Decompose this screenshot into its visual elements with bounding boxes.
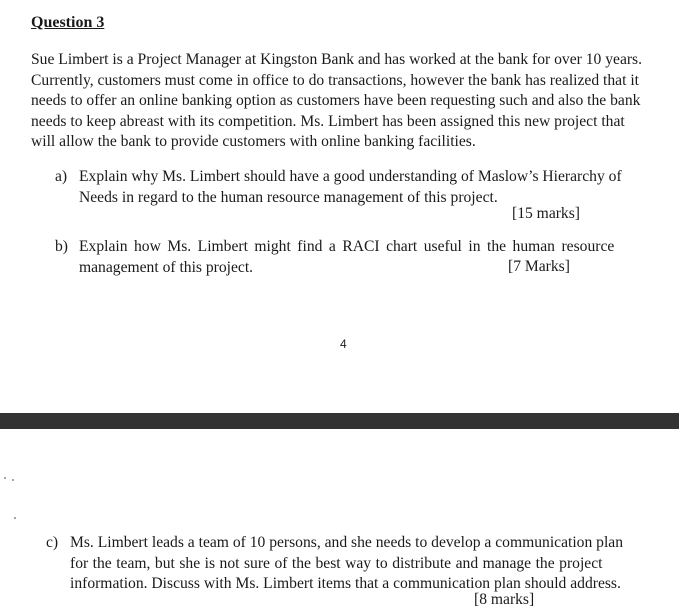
scan-speck	[4, 477, 6, 479]
part-c-line: Ms. Limbert leads a team of 10 persons, and she needs to develop a communication plan	[70, 534, 623, 551]
intro-line	[31, 50, 659, 71]
part-a-label: a)	[55, 168, 68, 185]
page-bottom	[0, 429, 679, 613]
part-c-line: for the team, but she is not sure of the best way to distribute and manage the project	[70, 554, 603, 572]
intro-line: needs to offer an online banking option as customers have been requesting such and also the bank	[31, 92, 641, 110]
intro-line: needs to keep abreast with its competition. Ms. Limbert has been assigned this new project that	[31, 112, 625, 130]
part-b-line: management of this project.	[79, 258, 254, 276]
intro-line-text: Sue Limbert is a Project Manager at Kingston Bank and has worked at the bank for over 10 years.	[31, 51, 643, 68]
question-title: Question 3	[31, 14, 105, 31]
part-b-label: b)	[55, 238, 68, 255]
part-a-text	[79, 167, 622, 208]
part-c-marks: [8 marks]	[474, 591, 535, 608]
part-b-line: Explain how Ms. Limbert might find a RACI chart useful in the human resource	[79, 238, 615, 255]
question-intro	[31, 50, 659, 153]
part-a-marks: [15 marks]	[512, 205, 580, 222]
page-break-divider	[0, 413, 679, 429]
scan-speck	[14, 517, 16, 519]
part-c	[46, 533, 658, 597]
part-a-line: Needs in regard to the human resource management of this project.	[79, 188, 498, 206]
part-c-label: c)	[46, 534, 59, 551]
part-c-line: information. Discuss with Ms. Limbert items that a communication plan should address.	[70, 575, 621, 593]
part-c-text	[70, 533, 623, 595]
intro-line: Currently, customers must come in office to do transactions, however the bank has realized that it	[31, 71, 639, 89]
scan-speck	[12, 479, 14, 481]
part-a-line: Explain why Ms. Limbert should have a good understanding of Maslow’s Hierarchy of	[79, 168, 622, 185]
part-b-marks: [7 Marks]	[508, 258, 570, 275]
page-number: 4	[340, 337, 347, 351]
intro-line: will allow the bank to provide customers with online banking facilities.	[31, 133, 476, 151]
part-a	[55, 167, 659, 209]
